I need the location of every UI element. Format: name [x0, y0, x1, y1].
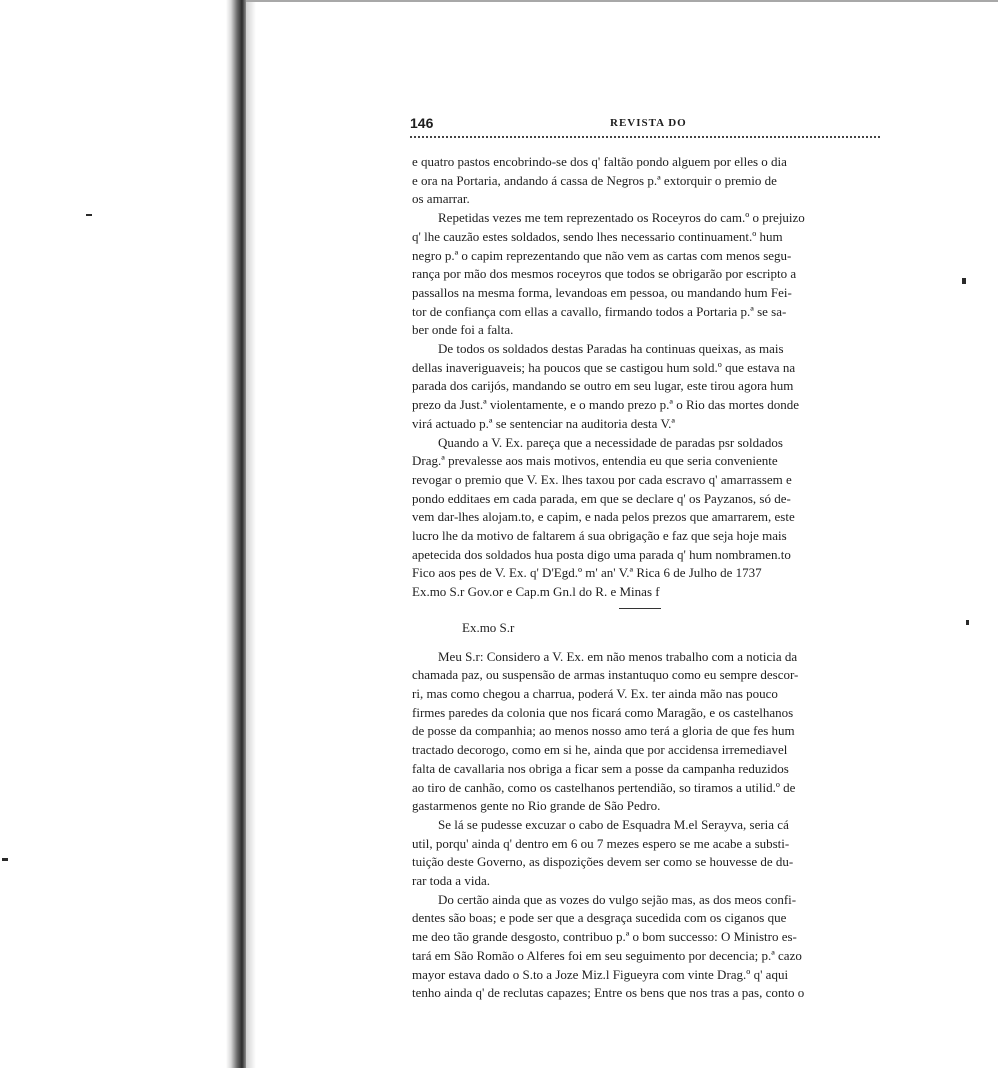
text-line: Meu S.r: Considero a V. Ex. em não menos trabalho com a noticia da — [438, 648, 798, 664]
text-line: revogar o premio que V. Ex. lhes taxou por cada escravo q' amarrassem e — [412, 471, 792, 487]
letter-two — [412, 648, 880, 1003]
text-line: dentes são boas; e pode ser que a desgraça sucedida com os ciganos que — [412, 910, 787, 926]
text-line: de posse da companhia; ao menos nosso amo terá a gloria de que fes hum — [412, 723, 795, 739]
text-line: e quatro pastos encobrindo-se dos q' faltão pondo alguem por elles o dia — [412, 154, 787, 169]
text-line: parada dos carijós, mandando se outro em seu lugar, este tirou agora hum — [412, 378, 794, 394]
paragraph — [412, 340, 880, 434]
text-line: Ex.mo S.r Gov.or e Cap.m Gn.l do R. e Minas f — [412, 584, 660, 600]
text-line: tenho ainda q' de reclutas capazes; Entre os bens que nos tras a pas, conto o — [412, 985, 805, 1001]
text-line: me deo tão grande desgosto, contribuo p.ª o bom successo: O Ministro es- — [412, 929, 797, 945]
text-line: tuição deste Governo, as dispozições devem ser como se houvesse de du- — [412, 854, 794, 870]
salutation: Ex.mo S.r — [462, 619, 515, 635]
paragraph — [412, 153, 880, 209]
text-line: rança por mão dos mesmos roceyros que todos se obrigarão por escripto a — [412, 266, 797, 282]
header-rule — [410, 136, 880, 138]
text-line: Se lá se pudesse excuzar o cabo de Esquadra M.el Serayva, seria cá — [438, 816, 789, 832]
text-line: tractado decorogo, como em si he, ainda que por accidensa irremediavel — [412, 742, 788, 758]
text-line: mayor estava dado o S.to a Joze Miz.l Figueyra com vinte Drag.º q' aqui — [412, 966, 789, 982]
text-line: firmes paredes da colonia que nos ficará como Maragão, e os castelhanos — [412, 704, 794, 720]
page-body — [412, 153, 880, 1003]
text-line: tará em São Romão o Alferes foi em seu seguimento por decencia; p.ª cazo — [412, 947, 802, 963]
paragraph — [412, 209, 880, 340]
text-line: ber onde foi a falta. — [412, 322, 514, 338]
running-title: REVISTA DO — [610, 117, 687, 129]
text-line: vem dar-lhes alojam.to, e capim, e nada pelos prezos que amarrarem, este — [412, 509, 795, 525]
text-line: negro p.ª o capim reprezentando que não vem as cartas com menos segu- — [412, 247, 792, 263]
text-line: Repetidas vezes me tem reprezentado os Roceyros do cam.º o prejuizo — [438, 210, 805, 226]
text-line: Fico aos pes de V. Ex. q' D'Egd.º m' an' V.ª Rica 6 de Julho de 1737 — [412, 565, 762, 581]
text-line: ri, mas como chegou a charrua, poderá V. Ex. ter ainda mão nas pouco — [412, 685, 778, 701]
text-line: Quando a V. Ex. pareça que a necessidade de paradas psr soldados — [438, 434, 783, 450]
paragraph — [412, 648, 880, 816]
scan-speck — [2, 858, 8, 861]
text-line: q' lhe cauzão estes soldados, sendo lhes necessario continuament.º hum — [412, 228, 783, 244]
text-line: ao tiro de canhão, como os castelhanos pertendião, so tiramos a utilid.º de — [412, 779, 796, 795]
text-line: util, porqu' ainda q' dentro em 6 ou 7 mezes espero se me acabe a substi- — [412, 835, 790, 851]
text-line: apetecida dos soldados hua posta digo uma parada q' hum nombramen.to — [412, 546, 791, 562]
text-line: gastarmenos gente no Rio grande de São Pedro. — [412, 798, 661, 814]
scan-speck — [86, 214, 92, 216]
text-line: rar toda a vida. — [412, 873, 490, 889]
text-line: prezo da Just.ª violentamente, e o mando prezo p.ª o Rio das mortes donde — [412, 397, 799, 413]
paragraph — [412, 891, 880, 1003]
text-line: passallos na mesma forma, levandoas em pessoa, ou mandando hum Fei- — [412, 284, 792, 300]
paragraph — [412, 434, 880, 602]
text-line: pondo edditaes em cada parada, em que se declare q' os Payzanos, só de- — [412, 490, 791, 506]
text-line: lucro lhe da motivo de faltarem á sua obrigação e faz que seja hoje mais — [412, 528, 787, 544]
text-line: Drag.ª prevalesse aos mais motivos, entendia eu que seria conveniente — [412, 453, 778, 469]
text-line: dellas inaveriguaveis; ha poucos que se castigou hum sold.º que estava na — [412, 359, 796, 375]
scan-speck — [966, 620, 969, 625]
text-line: virá actuado p.ª se sentenciar na auditoria desta V.ª — [412, 415, 675, 431]
text-line: chamada paz, ou suspensão de armas instantuquo como eu sempre descor- — [412, 667, 799, 683]
book-spine-gutter — [226, 0, 246, 1068]
scan-speck — [962, 278, 966, 284]
text-line: Do certão ainda que as vozes do vulgo sejão mas, as dos meos confi- — [438, 891, 797, 907]
text-line: tor de confiança com ellas a cavallo, firmando todos a Portaria p.ª se sa- — [412, 303, 787, 319]
text-line: falta de cavallaria nos obriga a ficar sem a posse da campanha reduzidos — [412, 760, 789, 776]
text-line: e ora na Portaria, andando á cassa de Negros p.ª extorquir o premio de — [412, 172, 777, 188]
page-top-edge — [246, 0, 998, 2]
page-number: 146 — [410, 115, 434, 131]
gutter-shadow — [246, 0, 256, 1068]
letter-one — [412, 153, 880, 602]
paragraph — [412, 816, 880, 891]
page-header — [410, 113, 880, 135]
section-separator — [619, 608, 661, 609]
text-line: De todos os soldados destas Paradas ha continuas queixas, as mais — [438, 341, 784, 357]
text-line: os amarrar. — [412, 191, 470, 207]
